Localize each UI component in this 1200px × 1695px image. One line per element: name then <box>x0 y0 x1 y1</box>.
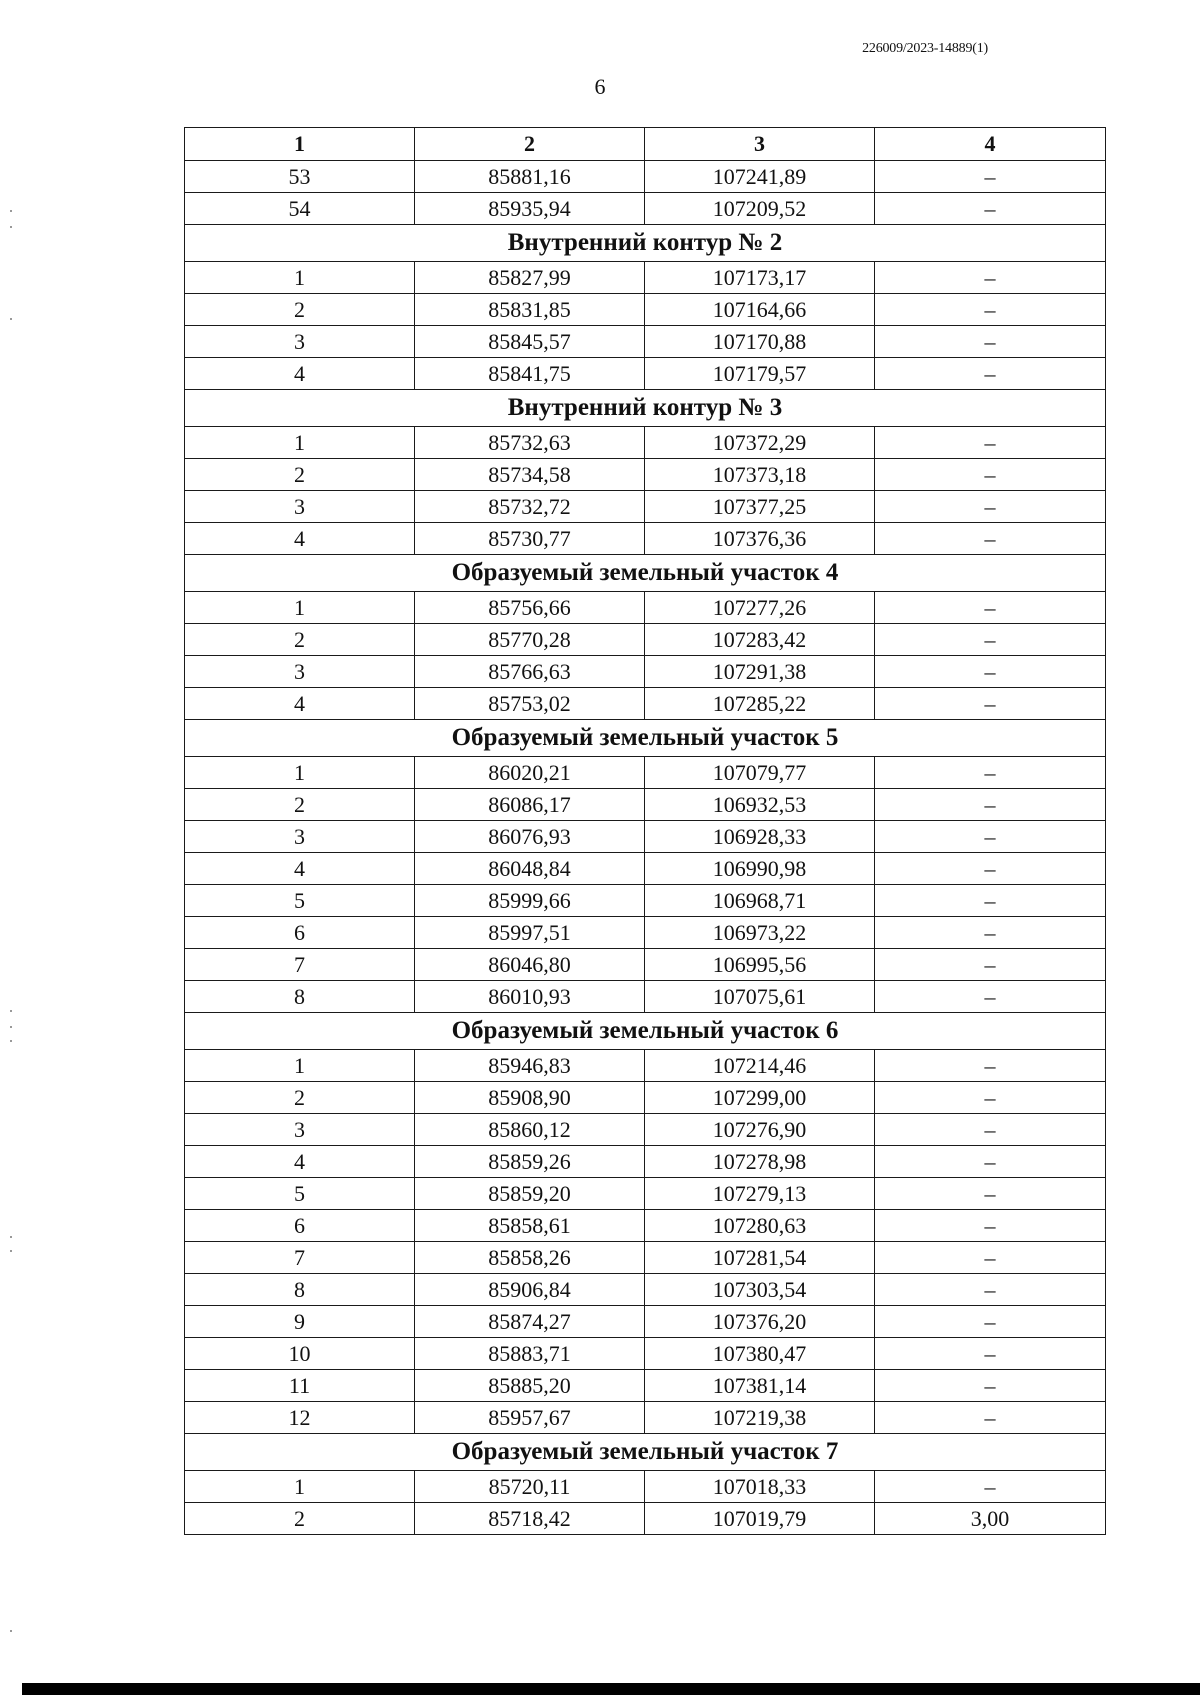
y-coordinate-cell: 107214,46 <box>645 1050 875 1082</box>
point-number-cell: 2 <box>185 624 415 656</box>
table-row <box>185 523 1106 555</box>
point-number-cell: 53 <box>185 161 415 193</box>
value-cell: – <box>875 1338 1106 1370</box>
value-cell: – <box>875 1471 1106 1503</box>
scan-speck <box>10 226 12 228</box>
value-cell: – <box>875 1178 1106 1210</box>
point-number-cell: 3 <box>185 491 415 523</box>
x-coordinate-cell: 85831,85 <box>415 294 645 326</box>
y-coordinate-cell: 107280,63 <box>645 1210 875 1242</box>
y-coordinate-cell: 106995,56 <box>645 949 875 981</box>
x-coordinate-cell: 85841,75 <box>415 358 645 390</box>
x-coordinate-cell: 85827,99 <box>415 262 645 294</box>
x-coordinate-cell: 85957,67 <box>415 1402 645 1434</box>
value-cell: – <box>875 427 1106 459</box>
y-coordinate-cell: 107291,38 <box>645 656 875 688</box>
scan-speck <box>10 1040 12 1042</box>
coordinates-table <box>184 127 1106 1535</box>
table-row <box>185 326 1106 358</box>
x-coordinate-cell: 85756,66 <box>415 592 645 624</box>
point-number-cell: 3 <box>185 1114 415 1146</box>
value-cell: – <box>875 459 1106 491</box>
x-coordinate-cell: 85858,26 <box>415 1242 645 1274</box>
point-number-cell: 4 <box>185 853 415 885</box>
value-cell: – <box>875 161 1106 193</box>
point-number-cell: 5 <box>185 885 415 917</box>
value-cell: – <box>875 1146 1106 1178</box>
point-number-cell: 6 <box>185 917 415 949</box>
y-coordinate-cell: 107281,54 <box>645 1242 875 1274</box>
y-coordinate-cell: 107209,52 <box>645 193 875 225</box>
column-header: 2 <box>415 128 645 161</box>
y-coordinate-cell: 107285,22 <box>645 688 875 720</box>
point-number-cell: 4 <box>185 523 415 555</box>
x-coordinate-cell: 85766,63 <box>415 656 645 688</box>
x-coordinate-cell: 86086,17 <box>415 789 645 821</box>
value-cell: – <box>875 1274 1106 1306</box>
point-number-cell: 3 <box>185 656 415 688</box>
point-number-cell: 4 <box>185 358 415 390</box>
table-row <box>185 592 1106 624</box>
section-title: Образуемый земельный участок 5 <box>185 720 1106 757</box>
value-cell: – <box>875 1370 1106 1402</box>
y-coordinate-cell: 107372,29 <box>645 427 875 459</box>
value-cell: – <box>875 949 1106 981</box>
x-coordinate-cell: 85718,42 <box>415 1503 645 1535</box>
y-coordinate-cell: 107179,57 <box>645 358 875 390</box>
table-row <box>185 1370 1106 1402</box>
value-cell: – <box>875 1306 1106 1338</box>
point-number-cell: 2 <box>185 1503 415 1535</box>
header-row <box>185 128 1106 161</box>
value-cell: – <box>875 1242 1106 1274</box>
y-coordinate-cell: 107376,36 <box>645 523 875 555</box>
point-number-cell: 1 <box>185 427 415 459</box>
y-coordinate-cell: 107303,54 <box>645 1274 875 1306</box>
x-coordinate-cell: 85908,90 <box>415 1082 645 1114</box>
point-number-cell: 1 <box>185 262 415 294</box>
x-coordinate-cell: 85881,16 <box>415 161 645 193</box>
scan-speck <box>10 1236 12 1238</box>
y-coordinate-cell: 107164,66 <box>645 294 875 326</box>
section-title: Образуемый земельный участок 6 <box>185 1013 1106 1050</box>
value-cell: – <box>875 688 1106 720</box>
x-coordinate-cell: 86020,21 <box>415 757 645 789</box>
section-row <box>185 555 1106 592</box>
y-coordinate-cell: 107381,14 <box>645 1370 875 1402</box>
table-row <box>185 1178 1106 1210</box>
table-row <box>185 981 1106 1013</box>
section-row <box>185 225 1106 262</box>
x-coordinate-cell: 86046,80 <box>415 949 645 981</box>
table-row <box>185 1471 1106 1503</box>
y-coordinate-cell: 107079,77 <box>645 757 875 789</box>
table-row <box>185 885 1106 917</box>
y-coordinate-cell: 107278,98 <box>645 1146 875 1178</box>
y-coordinate-cell: 107279,13 <box>645 1178 875 1210</box>
point-number-cell: 1 <box>185 592 415 624</box>
y-coordinate-cell: 107241,89 <box>645 161 875 193</box>
y-coordinate-cell: 106968,71 <box>645 885 875 917</box>
y-coordinate-cell: 107019,79 <box>645 1503 875 1535</box>
x-coordinate-cell: 85734,58 <box>415 459 645 491</box>
point-number-cell: 5 <box>185 1178 415 1210</box>
value-cell: – <box>875 294 1106 326</box>
y-coordinate-cell: 107170,88 <box>645 326 875 358</box>
y-coordinate-cell: 107380,47 <box>645 1338 875 1370</box>
table-row <box>185 1338 1106 1370</box>
value-cell: – <box>875 592 1106 624</box>
table-header <box>185 128 1106 161</box>
x-coordinate-cell: 85859,20 <box>415 1178 645 1210</box>
table-row <box>185 1306 1106 1338</box>
x-coordinate-cell: 85997,51 <box>415 917 645 949</box>
value-cell: – <box>875 789 1106 821</box>
x-coordinate-cell: 85885,20 <box>415 1370 645 1402</box>
section-title: Внутренний контур № 3 <box>185 390 1106 427</box>
y-coordinate-cell: 107377,25 <box>645 491 875 523</box>
point-number-cell: 1 <box>185 1050 415 1082</box>
point-number-cell: 2 <box>185 459 415 491</box>
point-number-cell: 12 <box>185 1402 415 1434</box>
point-number-cell: 10 <box>185 1338 415 1370</box>
x-coordinate-cell: 86076,93 <box>415 821 645 853</box>
section-row <box>185 1434 1106 1471</box>
point-number-cell: 11 <box>185 1370 415 1402</box>
table-row <box>185 1146 1106 1178</box>
table-row <box>185 358 1106 390</box>
scan-speck <box>10 1250 12 1252</box>
y-coordinate-cell: 107283,42 <box>645 624 875 656</box>
section-title: Образуемый земельный участок 7 <box>185 1434 1106 1471</box>
section-row <box>185 1013 1106 1050</box>
value-cell: – <box>875 1402 1106 1434</box>
table-row <box>185 262 1106 294</box>
table-row <box>185 1503 1106 1535</box>
value-cell: – <box>875 656 1106 688</box>
point-number-cell: 1 <box>185 1471 415 1503</box>
point-number-cell: 3 <box>185 821 415 853</box>
table-body <box>185 161 1106 1535</box>
table-row <box>185 491 1106 523</box>
y-coordinate-cell: 107376,20 <box>645 1306 875 1338</box>
x-coordinate-cell: 85730,77 <box>415 523 645 555</box>
table-row <box>185 1082 1106 1114</box>
point-number-cell: 9 <box>185 1306 415 1338</box>
table-row <box>185 656 1106 688</box>
table-row <box>185 1050 1106 1082</box>
value-cell: – <box>875 262 1106 294</box>
x-coordinate-cell: 85874,27 <box>415 1306 645 1338</box>
y-coordinate-cell: 106990,98 <box>645 853 875 885</box>
point-number-cell: 8 <box>185 1274 415 1306</box>
value-cell: – <box>875 1210 1106 1242</box>
point-number-cell: 3 <box>185 326 415 358</box>
y-coordinate-cell: 107373,18 <box>645 459 875 491</box>
point-number-cell: 2 <box>185 294 415 326</box>
value-cell: – <box>875 917 1106 949</box>
x-coordinate-cell: 85906,84 <box>415 1274 645 1306</box>
table-row <box>185 624 1106 656</box>
point-number-cell: 54 <box>185 193 415 225</box>
x-coordinate-cell: 85732,72 <box>415 491 645 523</box>
table-row <box>185 1402 1106 1434</box>
value-cell: – <box>875 821 1106 853</box>
point-number-cell: 2 <box>185 1082 415 1114</box>
table-row <box>185 1274 1106 1306</box>
y-coordinate-cell: 107075,61 <box>645 981 875 1013</box>
value-cell: – <box>875 523 1106 555</box>
table-row <box>185 1242 1106 1274</box>
section-row <box>185 720 1106 757</box>
x-coordinate-cell: 85753,02 <box>415 688 645 720</box>
table-row <box>185 757 1106 789</box>
x-coordinate-cell: 85845,57 <box>415 326 645 358</box>
x-coordinate-cell: 85720,11 <box>415 1471 645 1503</box>
y-coordinate-cell: 107219,38 <box>645 1402 875 1434</box>
column-header: 1 <box>185 128 415 161</box>
scan-speck <box>10 1630 12 1632</box>
value-cell: 3,00 <box>875 1503 1106 1535</box>
x-coordinate-cell: 85859,26 <box>415 1146 645 1178</box>
column-header: 3 <box>645 128 875 161</box>
value-cell: – <box>875 853 1106 885</box>
y-coordinate-cell: 107018,33 <box>645 1471 875 1503</box>
x-coordinate-cell: 86010,93 <box>415 981 645 1013</box>
value-cell: – <box>875 326 1106 358</box>
point-number-cell: 7 <box>185 949 415 981</box>
value-cell: – <box>875 981 1106 1013</box>
x-coordinate-cell: 85732,63 <box>415 427 645 459</box>
value-cell: – <box>875 1114 1106 1146</box>
table-row <box>185 949 1106 981</box>
document-number: 226009/2023-14889(1) <box>862 41 988 56</box>
table-row <box>185 459 1106 491</box>
section-row <box>185 390 1106 427</box>
y-coordinate-cell: 107276,90 <box>645 1114 875 1146</box>
table-row <box>185 294 1106 326</box>
table-row <box>185 193 1106 225</box>
value-cell: – <box>875 624 1106 656</box>
y-coordinate-cell: 107173,17 <box>645 262 875 294</box>
scan-speck <box>10 210 12 212</box>
scan-speck <box>10 318 12 320</box>
scan-speck <box>10 1010 12 1012</box>
section-title: Внутренний контур № 2 <box>185 225 1106 262</box>
table-row <box>185 789 1106 821</box>
x-coordinate-cell: 85770,28 <box>415 624 645 656</box>
table-row <box>185 1114 1106 1146</box>
table-row <box>185 688 1106 720</box>
scan-edge-bar <box>22 1683 1200 1695</box>
x-coordinate-cell: 85935,94 <box>415 193 645 225</box>
y-coordinate-cell: 107277,26 <box>645 592 875 624</box>
section-title: Образуемый земельный участок 4 <box>185 555 1106 592</box>
y-coordinate-cell: 106973,22 <box>645 917 875 949</box>
page-number: 6 <box>594 74 606 99</box>
point-number-cell: 1 <box>185 757 415 789</box>
x-coordinate-cell: 85946,83 <box>415 1050 645 1082</box>
column-header: 4 <box>875 128 1106 161</box>
x-coordinate-cell: 85999,66 <box>415 885 645 917</box>
y-coordinate-cell: 107299,00 <box>645 1082 875 1114</box>
value-cell: – <box>875 1050 1106 1082</box>
x-coordinate-cell: 86048,84 <box>415 853 645 885</box>
value-cell: – <box>875 1082 1106 1114</box>
table-row <box>185 853 1106 885</box>
point-number-cell: 6 <box>185 1210 415 1242</box>
y-coordinate-cell: 106932,53 <box>645 789 875 821</box>
point-number-cell: 8 <box>185 981 415 1013</box>
table-row <box>185 427 1106 459</box>
point-number-cell: 4 <box>185 1146 415 1178</box>
scan-speck <box>10 1026 12 1028</box>
table-row <box>185 161 1106 193</box>
value-cell: – <box>875 757 1106 789</box>
point-number-cell: 2 <box>185 789 415 821</box>
table-row <box>185 1210 1106 1242</box>
table-row <box>185 821 1106 853</box>
table-row <box>185 917 1106 949</box>
value-cell: – <box>875 885 1106 917</box>
value-cell: – <box>875 491 1106 523</box>
point-number-cell: 4 <box>185 688 415 720</box>
x-coordinate-cell: 85883,71 <box>415 1338 645 1370</box>
x-coordinate-cell: 85860,12 <box>415 1114 645 1146</box>
value-cell: – <box>875 358 1106 390</box>
y-coordinate-cell: 106928,33 <box>645 821 875 853</box>
value-cell: – <box>875 193 1106 225</box>
point-number-cell: 7 <box>185 1242 415 1274</box>
x-coordinate-cell: 85858,61 <box>415 1210 645 1242</box>
